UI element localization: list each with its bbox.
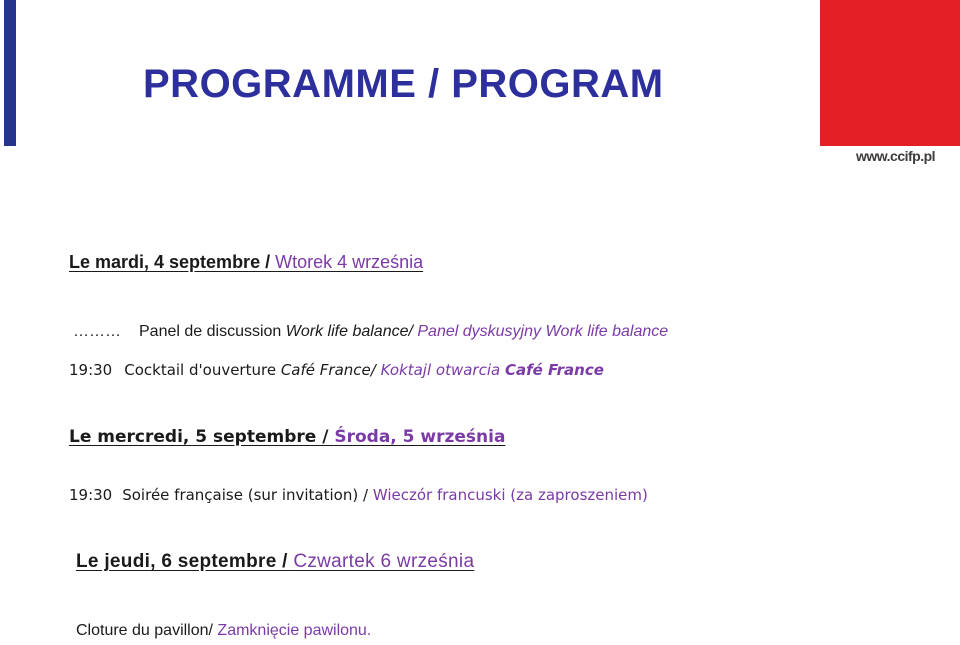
item-time: 19:30 xyxy=(69,486,113,504)
item-time: ……… xyxy=(73,323,121,340)
item-fr-text: Cloture du pavillon/ xyxy=(76,622,218,639)
left-accent-bar xyxy=(4,0,16,146)
day-heading-pl: Czwartek 6 września xyxy=(293,551,475,572)
item-fr-text: Cocktail d'ouverture xyxy=(124,361,281,379)
item-fr-italic: Café France/ xyxy=(280,361,381,379)
day-heading-tuesday xyxy=(69,252,423,273)
program-item-panel xyxy=(73,323,668,341)
item-pl-text: Panel dyskusyjny Work life balance xyxy=(417,323,669,340)
item-fr-text: Panel de discussion xyxy=(139,323,286,340)
day-heading-wednesday xyxy=(69,427,505,447)
item-pl-text: Koktajl otwarcia xyxy=(380,361,505,379)
program-item-closing xyxy=(76,622,371,640)
item-fr-text: Soirée française (sur invitation) / xyxy=(122,486,373,504)
item-time: 19:30 xyxy=(69,361,113,379)
program-item-cocktail xyxy=(69,361,604,379)
day-heading-pl: Środa, 5 września xyxy=(334,427,506,447)
item-pl-text: Wieczór francuski (za zaproszeniem) xyxy=(372,486,648,504)
item-pl-bold: Café France xyxy=(504,361,604,379)
item-pl-text: Zamknięcie pawilonu. xyxy=(217,622,372,639)
day-heading-fr: Le mercredi, 5 septembre / xyxy=(69,427,335,447)
program-item-soiree xyxy=(69,486,648,504)
day-heading-thursday xyxy=(76,551,474,573)
day-heading-fr: Le mardi, 4 septembre / xyxy=(69,252,276,272)
page-title: PROGRAMME / PROGRAM xyxy=(143,62,664,106)
logo-url-text: www.ccifp.pl xyxy=(856,148,936,164)
ccifp-logo xyxy=(820,0,960,146)
day-heading-pl: Wtorek 4 września xyxy=(275,252,424,272)
item-fr-italic: Work life balance/ xyxy=(285,323,418,340)
day-heading-fr: Le jeudi, 6 septembre / xyxy=(76,551,294,572)
